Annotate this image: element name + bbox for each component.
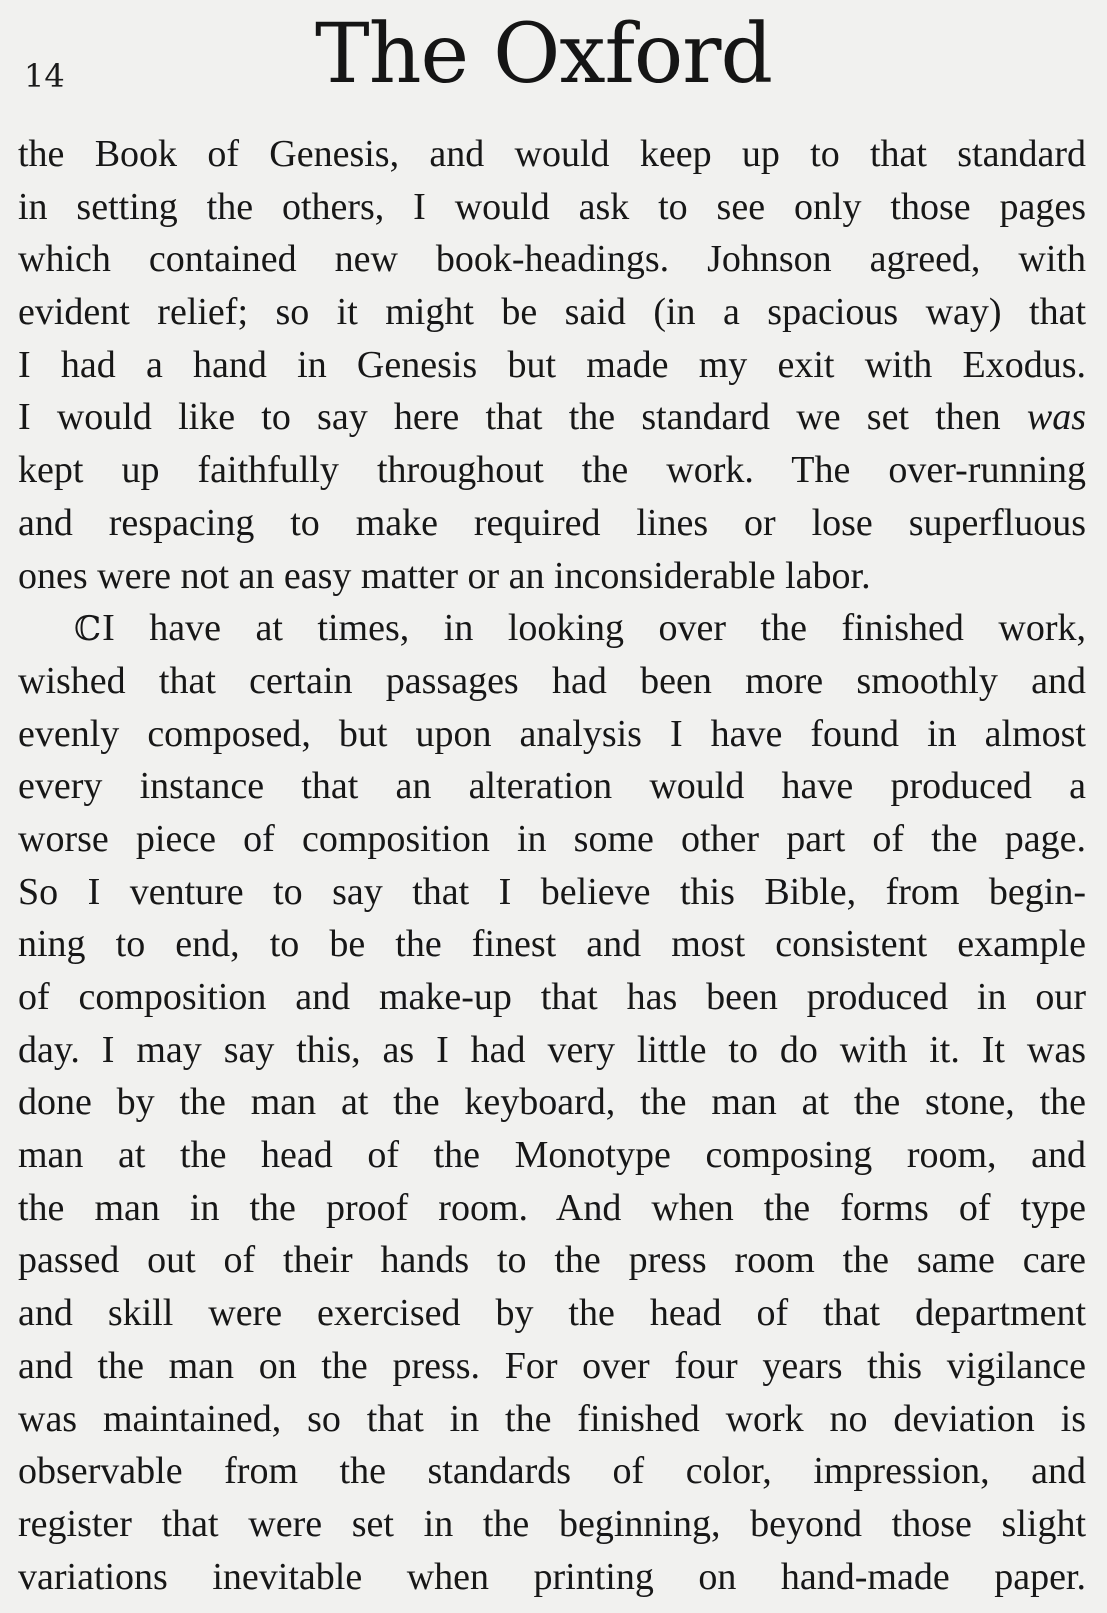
text-line: the Book of Genesis, and would keep up to that standard: [18, 133, 1086, 175]
text-line-segment: I have at times, in looking over the finished work,: [102, 607, 1086, 650]
text-line: done by the man at the keyboard, the man at the stone, the: [18, 1081, 1086, 1124]
text-line: passed out of their hands to the press room the same care: [18, 1239, 1086, 1282]
text-line: register that were set in the beginning, beyond those slight: [18, 1502, 1086, 1545]
text-line-with-italic: [18, 391, 1086, 444]
text-line-segment: I would like to say here that the standard we set then: [18, 396, 1001, 439]
running-title: The Oxford: [315, 7, 772, 102]
text-line: was maintained, so that in the finished work no deviation is: [18, 1397, 1086, 1440]
text-line: of composition and make-up that has been produced in our: [18, 976, 1086, 1018]
page-number: 14: [24, 57, 65, 95]
text-line: evenly composed, but upon analysis I have found in almost: [18, 712, 1086, 755]
text-line: in setting the others, I would ask to see only those pages: [18, 185, 1086, 228]
text-line: kept up faithfully throughout the work. The over-running: [18, 449, 1086, 492]
text-line: wished that certain passages had been more smoothly and: [18, 659, 1086, 702]
text-line: ning to end, to be the finest and most consistent example: [18, 923, 1086, 966]
paragraph-start-line: [18, 602, 1086, 655]
body-text: [18, 128, 1086, 1603]
text-line: evident relief; so it might be said (in a spacious way) that: [18, 291, 1086, 334]
italic-word: was: [1026, 396, 1086, 439]
text-line: day. I may say this, as I had very little to do with it. It was: [18, 1028, 1086, 1071]
text-line: observable from the standards of color, impression, and: [18, 1450, 1086, 1493]
paragraph-mark-icon: ℂ: [74, 609, 102, 650]
text-line: variations inevitable when printing on hand-made paper.: [18, 1555, 1086, 1598]
text-line: and the man on the press. For over four years this vigilance: [18, 1344, 1086, 1387]
text-line: I had a hand in Genesis but made my exit with Exodus.: [18, 343, 1086, 386]
text-line: the man in the proof room. And when the forms of type: [18, 1186, 1086, 1229]
text-line: So I venture to say that I believe this Bible, from begin-: [18, 870, 1086, 913]
text-line: and skill were exercised by the head of that department: [18, 1292, 1086, 1335]
text-line: man at the head of the Monotype composing room, and: [18, 1134, 1086, 1177]
text-line: worse piece of composition in some other part of the page.: [18, 817, 1086, 860]
text-line: which contained new book-headings. Johnson agreed, with: [18, 238, 1086, 281]
text-line: and respacing to make required lines or lose superfluous: [18, 501, 1086, 544]
text-line: every instance that an alteration would have produced a: [18, 765, 1086, 808]
text-line: ones were not an easy matter or an inconsiderable labor.: [18, 554, 871, 597]
